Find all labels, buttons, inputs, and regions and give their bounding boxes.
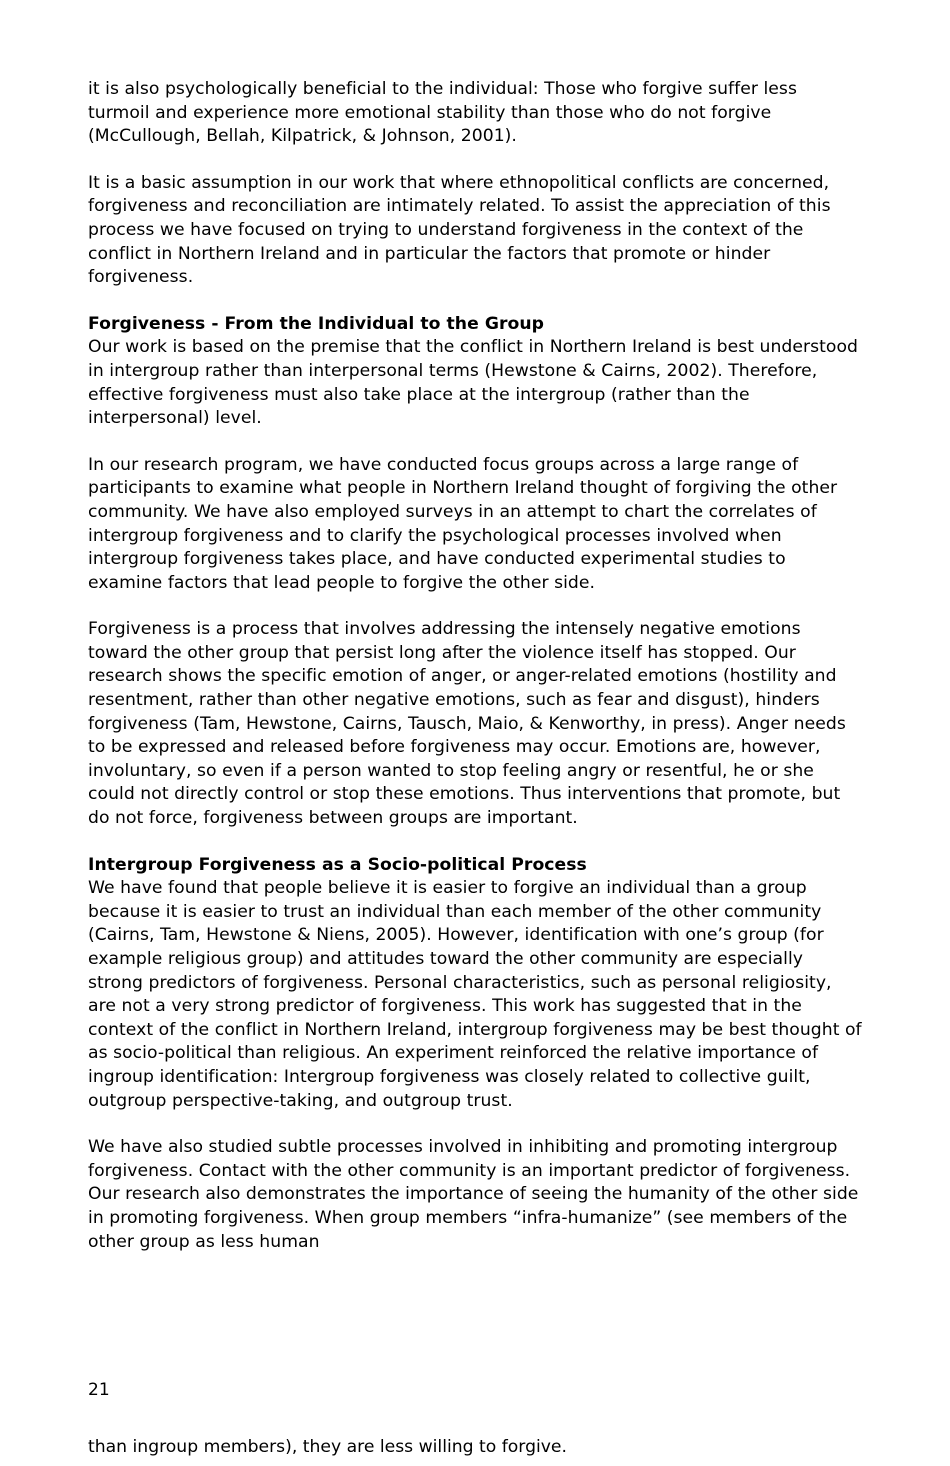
section-forgiveness-individual-to-group <box>88 313 862 431</box>
paragraph: Our work is based on the premise that the conflict in Northern Ireland is best understood in intergroup rather than interpersonal terms (Hewstone & Cairns, 2002). Therefore, effective forgiveness must also take place at the intergroup (rather than the interpersonal) level. <box>88 337 858 429</box>
page-body <box>88 78 862 1254</box>
section-intergroup-forgiveness-socio-political <box>88 854 862 1114</box>
paragraph: We have also studied subtle processes involved in inhibiting and promoting intergroup forgiveness. Contact with the other community is an important predictor of forgiveness. Our research also demonstrates the importance of seeing the humanity of the other side in promoting forgiveness. When group members “infra-humanize” (see members of the other group as less human <box>88 1137 859 1252</box>
paragraph: It is a basic assumption in our work that where ethnopolitical conflicts are concerned, forgiveness and reconciliation are intimately related. To assist the appreciation of this process we have focused on trying to understand forgiveness in the context of the conflict in Northern Ireland and in particular the factors that promote or hinder forgiveness. <box>88 172 831 288</box>
paragraph: We have found that people believe it is easier to forgive an individual than a group because it is easier to trust an individual than each member of the other community (Cairns, Tam, Hewstone & Niens, 2005). However, identification with one’s group (for example religious group) and attitudes toward the other community are especially strong predictors of forgiveness. Personal characteristics, such as personal religiosity, are not a very strong predictor of forgiveness. This work has suggested that in the context of the conflict in Northern Ireland, intergroup forgiveness may be best thought of as socio-political than religious. An experiment reinforced the relative importance of ingroup identification: Intergroup forgiveness was closely related to collective guilt, outgroup perspective-taking, and outgroup trust. <box>88 878 862 1111</box>
paragraph: In our research program, we have conducted focus groups across a large range of participants to examine what people in Northern Ireland thought of forgiving the other community. We have also employed surveys in an attempt to chart the correlates of intergroup forgiveness and to clarify the psychological processes involved when intergroup forgiveness takes place, and have conducted experimental studies to examine factors that lead people to forgive the other side. <box>88 454 838 593</box>
section-heading: Forgiveness - From the Individual to the Group <box>88 313 545 334</box>
paragraph: Forgiveness is a process that involves addressing the intensely negative emotions toward the other group that persist long after the violence itself has stopped. Our research shows the specific emotion of anger, or anger-related emotions (hostility and resentment, rather than other negative emotions, such as fear and disgust), hinders forgiveness (Tam, Hewstone, Cairns, Tausch, Maio, & Kenworthy, in press). Anger needs to be expressed and released before forgiveness may occur. Emotions are, however, involuntary, so even if a person wanted to stop feeling angry or resentful, he or she could not directly control or stop these emotions. Thus interventions that promote, but do not force, forgiveness between groups are important. <box>88 619 846 829</box>
paragraph-continuation: than ingroup members), they are less willing to forgive. <box>88 1437 567 1457</box>
page-number: 21 <box>88 1380 110 1400</box>
section-heading: Intergroup Forgiveness as a Socio-political Process <box>88 854 587 875</box>
paragraph: it is also psychologically beneficial to the individual: Those who forgive suffer less turmoil and experience more emotional stability than those who do not forgive (McCullough, Bellah, Kilpatrick, & Johnson, 2001). <box>88 79 797 147</box>
